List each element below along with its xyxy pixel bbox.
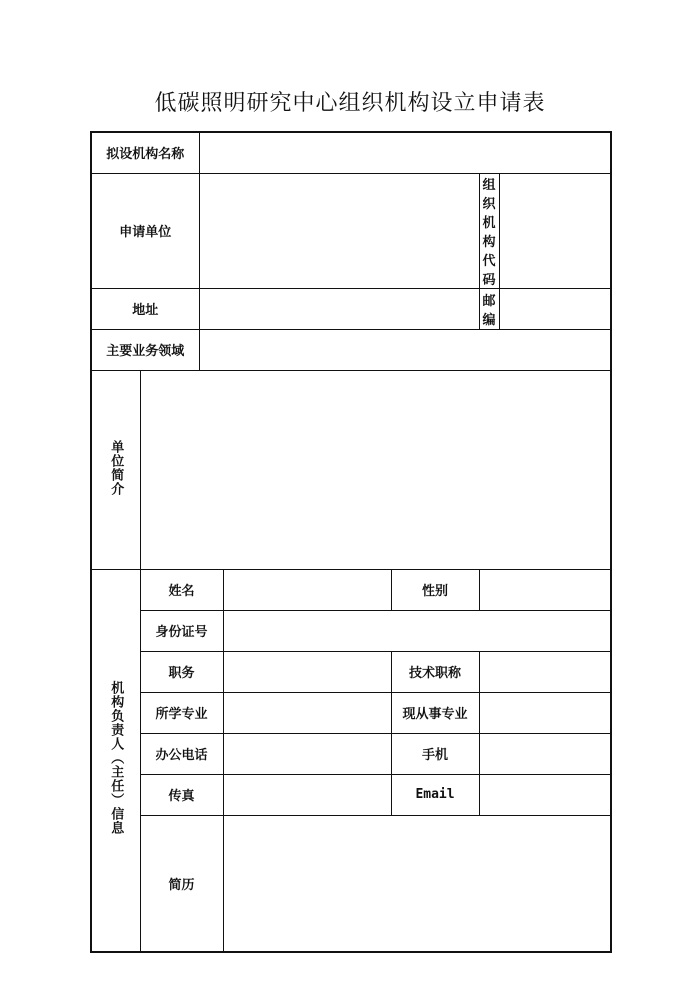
resume-label: 简历: [140, 815, 223, 952]
major-field[interactable]: [223, 692, 391, 733]
resume-field[interactable]: [223, 815, 611, 952]
office-phone-label: 办公电话: [140, 733, 223, 774]
form-title: 低碳照明研究中心组织机构设立申请表: [154, 91, 546, 116]
business-area-label: 主要业务领域: [91, 329, 199, 370]
head-info-label: 机构负责人（主任）信息: [108, 681, 124, 836]
applicant-unit-field[interactable]: [199, 173, 479, 288]
name-label: 姓名: [140, 569, 223, 610]
org-code-field[interactable]: [499, 173, 611, 288]
unit-intro-field[interactable]: [140, 370, 611, 569]
unit-intro-label: 单位简介: [108, 439, 124, 496]
address-field[interactable]: [199, 288, 479, 329]
gender-field[interactable]: [479, 569, 611, 610]
gender-label: 性别: [391, 569, 479, 610]
postcode-label: 邮编: [479, 288, 499, 329]
postcode-field[interactable]: [499, 288, 611, 329]
email-field[interactable]: [479, 774, 611, 815]
name-field[interactable]: [223, 569, 391, 610]
current-major-field[interactable]: [479, 692, 611, 733]
id-number-label: 身份证号: [140, 610, 223, 651]
major-label: 所学专业: [140, 692, 223, 733]
position-field[interactable]: [223, 651, 391, 692]
fax-field[interactable]: [223, 774, 391, 815]
id-number-field[interactable]: [223, 610, 611, 651]
unit-intro-label-cell: [91, 370, 140, 569]
fax-label: 传真: [140, 774, 223, 815]
tech-title-field[interactable]: [479, 651, 611, 692]
address-label: 地址: [91, 288, 199, 329]
mobile-field[interactable]: [479, 733, 611, 774]
current-major-label: 现从事专业: [391, 692, 479, 733]
tech-title-label: 技术职称: [391, 651, 479, 692]
org-name-field[interactable]: [199, 132, 611, 173]
head-info-label-cell: [91, 569, 140, 952]
application-form-table: [90, 131, 612, 953]
org-name-label: 拟设机构名称: [91, 132, 199, 173]
office-phone-field[interactable]: [223, 733, 391, 774]
applicant-unit-label: 申请单位: [91, 173, 199, 288]
position-label: 职务: [140, 651, 223, 692]
mobile-label: 手机: [391, 733, 479, 774]
email-label: Email: [391, 774, 479, 815]
org-code-label: 组织机构代码: [479, 173, 499, 288]
business-area-field[interactable]: [199, 329, 611, 370]
